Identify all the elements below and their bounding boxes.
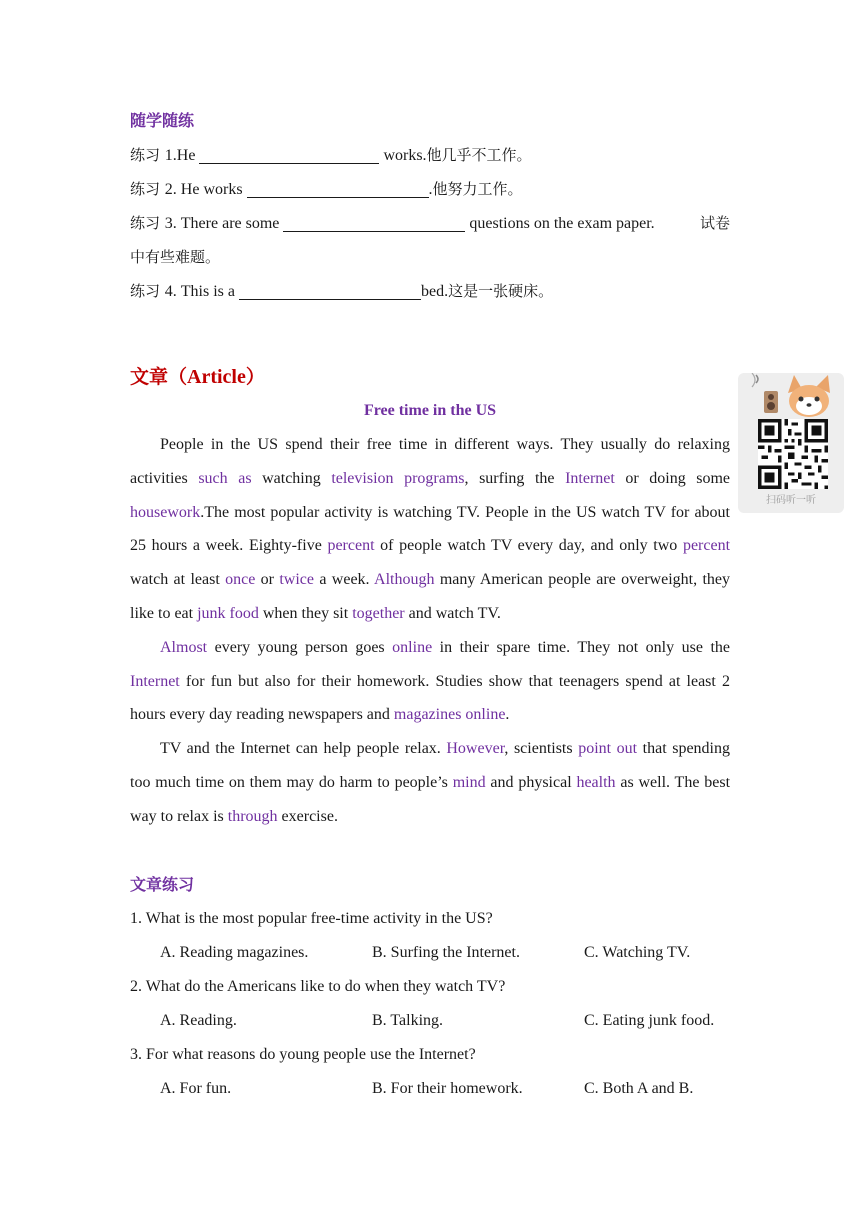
option-b[interactable]: B. Surfing the Internet. [372,943,520,961]
vocab-keyword: television programs [331,469,465,487]
answer-blank[interactable] [199,145,379,164]
vocab-keyword: magazines online [393,706,506,724]
vocab-keyword: Almost [160,638,208,656]
vocab-keyword: once [225,571,256,589]
practice-item-4: 练习 4. This is a bed.这是一张硬床。 [130,282,554,300]
article-paragraph-1: People in the US spend their free time in different ways. They usually do relaxing activities such as watching television programs, surfing the Internet or doing some housework.The most popular activity is watching TV. People in the US watch TV for about 25 hours a week. Eighty-five percent of people watch TV every day, and only two percent watch at least once or twice a week. Although many American people are overweight, they like to eat junk food when they sit together and watch TV. [130,436,731,622]
option-c[interactable]: C. Watching TV. [584,943,691,961]
question-3-options [130,1072,730,1106]
vocab-keyword: percent [327,537,375,555]
cartoon-dog-speaker-icon [738,373,844,421]
practice-heading: 随学随练 [130,111,195,130]
content-area [130,104,730,1106]
exercises-heading: 文章练习 [130,874,195,894]
practice-item-2: 练习 2. He works .他努力工作。 [130,180,523,198]
practice-item-1: 练习 1.He works.他几乎不工作。 [130,146,532,164]
vocab-keyword: However [446,740,505,758]
vocab-keyword: Although [374,571,435,589]
article-heading: 文章（Article） [130,366,265,388]
qr-code-icon[interactable] [758,419,828,489]
vocab-keyword: such as [198,469,252,487]
article-paragraph-3: TV and the Internet can help people relax. However, scientists point out that spending too much time on them may do harm to people’s mind and physical health as well. The best way to relax is through exercise. [130,740,731,825]
vocab-keyword: junk food [197,604,259,622]
vocab-keyword: Internet [130,672,180,690]
vocab-keyword: percent [682,537,731,555]
option-c[interactable]: C. Eating junk food. [584,1011,715,1029]
vocab-keyword: through [227,807,278,825]
practice-item-3: 练习 3. There are some questions on the exam paper. 试卷 [130,214,730,232]
article-title: Free time in the US [363,402,497,419]
option-b[interactable]: B. Talking. [372,1011,444,1029]
option-c[interactable]: C. Both A and B. [584,1079,694,1097]
question-1: 1. What is the most popular free-time activity in the US? [130,909,493,927]
answer-blank[interactable] [239,281,421,300]
article-paragraph-2: Almost every young person goes online in their spare time. They not only use the Internet for fun but also for their homework. Studies show that teenagers spend at least 2 hours every day reading newspapers and magazines online. [130,638,731,724]
option-a[interactable]: A. Reading magazines. [160,943,309,961]
question-2: 2. What do the Americans like to do when they watch TV? [130,977,506,995]
practice-item-3-continued: 中有些难题。 [130,248,221,266]
question-3: 3. For what reasons do young people use the Internet? [130,1045,476,1063]
vocab-keyword: mind [452,773,486,791]
option-a[interactable]: A. Reading. [160,1011,237,1029]
vocab-keyword: housework [130,503,201,521]
qr-caption: 扫码听一听 [766,495,816,506]
qr-audio-widget[interactable] [738,373,844,513]
answer-blank[interactable] [283,213,465,232]
question-1-options [130,936,730,970]
vocab-keyword: together [352,604,405,622]
option-b[interactable]: B. For their homework. [372,1079,523,1097]
question-2-options [130,1004,730,1038]
vocab-keyword: Internet [565,469,615,487]
vocab-keyword: health [576,773,616,791]
option-a[interactable]: A. For fun. [160,1079,232,1097]
vocab-keyword: online [392,638,433,656]
answer-blank[interactable] [247,179,429,198]
vocab-keyword: twice [279,571,314,589]
vocab-keyword: point out [578,740,638,758]
